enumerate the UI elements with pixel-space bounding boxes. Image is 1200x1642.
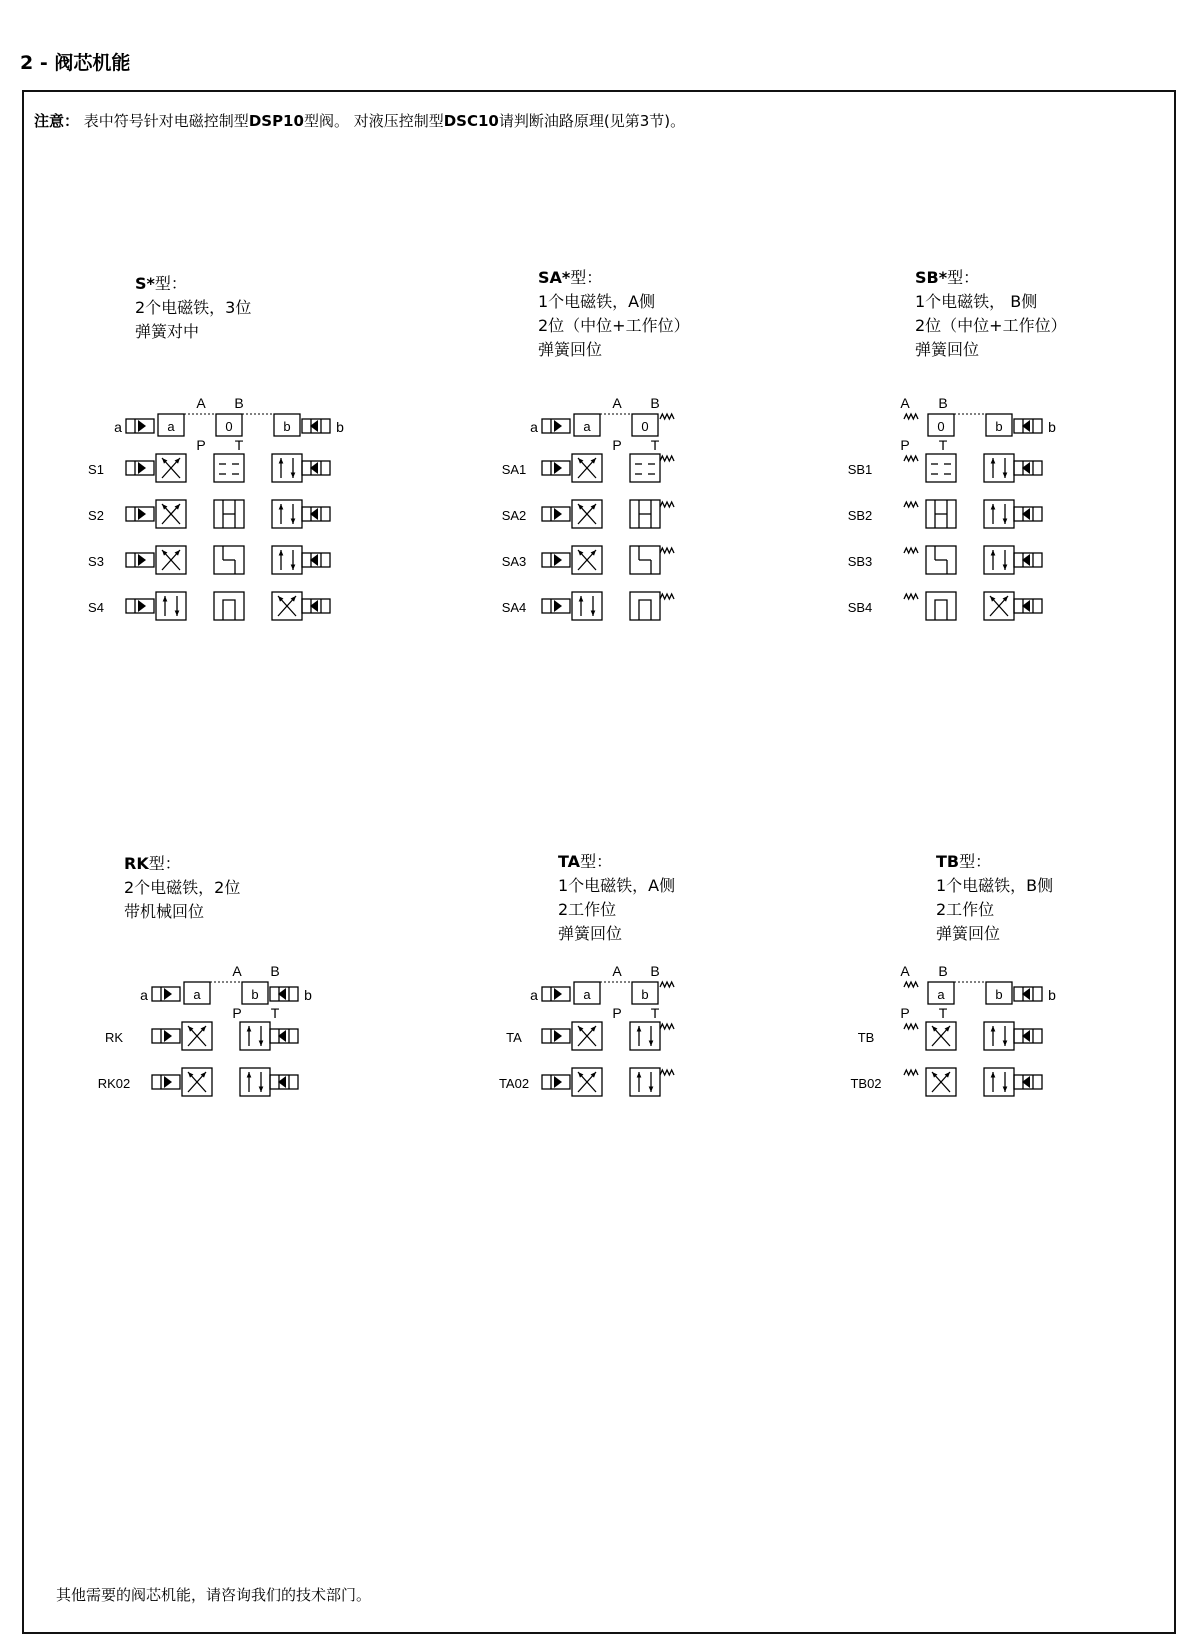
position-label-1: b bbox=[251, 987, 259, 1002]
solenoid-b-label: b bbox=[1048, 419, 1056, 435]
port-B-label: B bbox=[938, 963, 948, 979]
row-spring bbox=[904, 1024, 918, 1029]
group-suffix: 型： bbox=[570, 268, 603, 287]
group-label-sa bbox=[538, 266, 690, 362]
port-T-label: T bbox=[938, 1005, 948, 1021]
row-spring bbox=[904, 456, 918, 461]
solenoid-a-label: a bbox=[114, 419, 122, 435]
row-cell bbox=[984, 1068, 1014, 1096]
row-cell-flow-head bbox=[1003, 1086, 1008, 1092]
row-cell bbox=[630, 1022, 660, 1050]
group-line: 弹簧回位 bbox=[558, 924, 623, 943]
group-line: 2个电磁铁，3位 bbox=[135, 298, 252, 317]
group-suffix: 型： bbox=[947, 268, 980, 287]
port-B-label: B bbox=[650, 963, 660, 979]
valve-diagram-sb bbox=[847, 395, 1110, 668]
row-label-SB4: SB4 bbox=[847, 600, 873, 615]
note-prefix: 注意： bbox=[34, 112, 80, 130]
group-label-sb bbox=[915, 266, 1067, 362]
row-solenoid-arrow bbox=[554, 462, 562, 474]
row-label-SB1: SB1 bbox=[847, 462, 873, 477]
row-spring bbox=[904, 548, 918, 553]
row-label-S2: S2 bbox=[88, 508, 104, 523]
port-B-label: B bbox=[234, 395, 244, 411]
row-cell-flow bbox=[639, 600, 651, 620]
group-line: 2位（中位+工作位） bbox=[915, 316, 1067, 335]
port-B-label: B bbox=[650, 395, 660, 411]
group-line: 弹簧对中 bbox=[135, 322, 200, 341]
group-line: 2个电磁铁，2位 bbox=[124, 878, 241, 897]
row-cell bbox=[630, 454, 660, 482]
row-cell-flow bbox=[935, 600, 947, 620]
port-T-label: T bbox=[270, 1005, 280, 1021]
row-spring bbox=[904, 594, 918, 599]
row-cell bbox=[926, 592, 956, 620]
solenoid-b-label: b bbox=[336, 419, 344, 435]
row-cell-flow-head bbox=[637, 1072, 642, 1078]
row-cell bbox=[630, 1068, 660, 1096]
row-cell bbox=[984, 500, 1014, 528]
group-suffix: 型： bbox=[959, 852, 992, 871]
row-cell-flow-head bbox=[163, 596, 168, 602]
row-spring bbox=[660, 548, 674, 553]
port-A-label: A bbox=[900, 963, 910, 979]
row-spring bbox=[904, 502, 918, 507]
group-line: 2工作位 bbox=[558, 900, 617, 919]
row-label-SA3: SA3 bbox=[501, 554, 527, 569]
port-A-label: A bbox=[900, 395, 910, 411]
row-label-RK02: RK02 bbox=[97, 1076, 131, 1091]
note-text-3: 请判断油路原理(见第3节)。 bbox=[498, 112, 686, 130]
group-suffix: 型： bbox=[148, 854, 181, 873]
group-line: 带机械回位 bbox=[124, 902, 205, 921]
port-P-label: P bbox=[900, 437, 910, 453]
row-label-SB2: SB2 bbox=[847, 508, 873, 523]
port-A-label: A bbox=[612, 395, 622, 411]
row-cell-flow-head bbox=[1003, 472, 1008, 478]
row-cell-flow-head bbox=[991, 504, 996, 510]
port-T-label: T bbox=[234, 437, 244, 453]
port-A-label: A bbox=[232, 963, 242, 979]
row-cell bbox=[240, 1022, 270, 1050]
row-label-SA1: SA1 bbox=[501, 462, 527, 477]
note-text-2: 型阀。 对液压控制型 bbox=[303, 112, 444, 130]
row-cell-flow-head bbox=[991, 1026, 996, 1032]
valve-diagram-ta bbox=[498, 963, 740, 1136]
row-cell-flow-head bbox=[649, 1086, 654, 1092]
row-label-S4: S4 bbox=[88, 600, 104, 615]
port-T-label: T bbox=[938, 437, 948, 453]
row-spring bbox=[660, 1024, 674, 1029]
row-solenoid-arrow bbox=[554, 1030, 562, 1042]
row-solenoid-arrow bbox=[138, 462, 146, 474]
row-solenoid-arrow bbox=[554, 1076, 562, 1088]
row-cell-flow-head bbox=[291, 472, 296, 478]
solenoid-a-label: a bbox=[140, 987, 148, 1003]
port-T-label: T bbox=[650, 1005, 660, 1021]
row-cell bbox=[214, 592, 244, 620]
port-P-label: P bbox=[196, 437, 206, 453]
position-label-1: b bbox=[995, 419, 1003, 434]
position-label-1: b bbox=[641, 987, 649, 1002]
row-cell-flow-head bbox=[247, 1072, 252, 1078]
row-cell-flow-head bbox=[1003, 518, 1008, 524]
footer-note: 其他需要的阀芯机能，请咨询我们的技术部门。 bbox=[56, 1586, 372, 1604]
row-cell-flow-head bbox=[649, 1040, 654, 1046]
row-cell-flow-head bbox=[991, 458, 996, 464]
position-label-1: 0 bbox=[641, 419, 649, 434]
group-line: 2位（中位+工作位） bbox=[538, 316, 690, 335]
row-spring bbox=[904, 1070, 918, 1075]
port-P-label: P bbox=[900, 1005, 910, 1021]
group-head: RK bbox=[124, 854, 149, 873]
row-cell-flow-head bbox=[637, 1026, 642, 1032]
row-cell bbox=[272, 454, 302, 482]
row-label-SB3: SB3 bbox=[847, 554, 873, 569]
solenoid-a-label: a bbox=[530, 987, 538, 1003]
row-label-TB02: TB02 bbox=[850, 1076, 882, 1091]
port-P-label: P bbox=[232, 1005, 242, 1021]
position-label-0: 0 bbox=[937, 419, 945, 434]
row-spring bbox=[660, 502, 674, 507]
row-cell-flow-head bbox=[259, 1040, 264, 1046]
spring-left bbox=[904, 982, 918, 987]
row-label-TA: TA bbox=[506, 1030, 522, 1045]
spring-left bbox=[904, 414, 918, 419]
position-label-0: a bbox=[937, 987, 945, 1002]
group-head: S* bbox=[135, 274, 155, 293]
position-label-0: a bbox=[583, 987, 591, 1002]
group-label-rk bbox=[124, 852, 240, 924]
group-line: 1个电磁铁， B侧 bbox=[915, 292, 1038, 311]
row-label-SA2: SA2 bbox=[501, 508, 527, 523]
row-cell bbox=[272, 546, 302, 574]
row-cell-flow-head bbox=[1003, 564, 1008, 570]
row-cell-flow-head bbox=[579, 596, 584, 602]
position-label-0: a bbox=[167, 419, 175, 434]
valve-diagram-s bbox=[88, 395, 360, 668]
solenoid-b-label: b bbox=[1048, 987, 1056, 1003]
group-suffix: 型： bbox=[154, 274, 187, 293]
row-cell bbox=[240, 1068, 270, 1096]
group-line: 弹簧回位 bbox=[538, 340, 603, 359]
group-head: TA bbox=[558, 852, 581, 871]
group-line: 弹簧回位 bbox=[915, 340, 980, 359]
row-cell-flow-head bbox=[259, 1086, 264, 1092]
position-label-1: b bbox=[995, 987, 1003, 1002]
port-A-label: A bbox=[196, 395, 206, 411]
row-label-S1: S1 bbox=[88, 462, 104, 477]
row-solenoid-arrow bbox=[554, 554, 562, 566]
group-line: 1个电磁铁，B侧 bbox=[936, 876, 1054, 895]
row-cell-flow-head bbox=[1003, 1040, 1008, 1046]
group-head: SB* bbox=[915, 268, 948, 287]
valve-diagram-rk bbox=[97, 963, 340, 1136]
row-label-TB: TB bbox=[857, 1030, 875, 1045]
port-B-label: B bbox=[270, 963, 280, 979]
row-label-TA02: TA02 bbox=[498, 1076, 530, 1091]
row-label-RK: RK bbox=[104, 1030, 124, 1045]
row-cell bbox=[156, 592, 186, 620]
solenoid-b-label: b bbox=[304, 987, 312, 1003]
row-cell-flow-head bbox=[991, 1072, 996, 1078]
position-label-2: b bbox=[283, 419, 291, 434]
group-label-ta bbox=[558, 850, 675, 946]
port-T-label: T bbox=[650, 437, 660, 453]
row-spring bbox=[660, 456, 674, 461]
group-line: 1个电磁铁，A侧 bbox=[538, 292, 656, 311]
solenoid-a-arrow bbox=[138, 420, 146, 432]
note bbox=[34, 110, 685, 131]
note-model-dsp10: DSP10 bbox=[248, 112, 304, 130]
row-solenoid-arrow bbox=[554, 600, 562, 612]
group-line: 2工作位 bbox=[936, 900, 995, 919]
row-spring bbox=[660, 594, 674, 599]
row-cell-flow-head bbox=[279, 550, 284, 556]
group-line: 1个电磁铁，A侧 bbox=[558, 876, 676, 895]
group-label-tb bbox=[936, 850, 1053, 946]
row-cell bbox=[984, 1022, 1014, 1050]
port-P-label: P bbox=[612, 1005, 622, 1021]
position-label-1: 0 bbox=[225, 419, 233, 434]
spring-right bbox=[660, 982, 674, 987]
row-cell-flow bbox=[223, 600, 235, 620]
note-model-dsc10: DSC10 bbox=[443, 112, 499, 130]
row-label-S3: S3 bbox=[88, 554, 104, 569]
row-cell bbox=[572, 592, 602, 620]
group-line: 弹簧回位 bbox=[936, 924, 1001, 943]
port-P-label: P bbox=[612, 437, 622, 453]
row-cell-flow-head bbox=[291, 518, 296, 524]
row-cell-flow-head bbox=[175, 610, 180, 616]
solenoid-a-label: a bbox=[530, 419, 538, 435]
row-cell bbox=[214, 454, 244, 482]
row-cell-flow-head bbox=[247, 1026, 252, 1032]
row-cell bbox=[272, 500, 302, 528]
row-solenoid-arrow bbox=[138, 600, 146, 612]
solenoid-a-arrow bbox=[554, 420, 562, 432]
group-head: TB bbox=[936, 852, 960, 871]
port-A-label: A bbox=[612, 963, 622, 979]
row-solenoid-arrow bbox=[164, 1030, 172, 1042]
row-spring bbox=[660, 1070, 674, 1075]
row-cell bbox=[984, 546, 1014, 574]
valve-diagram-tb bbox=[850, 963, 1110, 1136]
group-label-s bbox=[135, 272, 251, 344]
group-suffix: 型： bbox=[580, 852, 613, 871]
note-text-1: 表中符号针对电磁控制型 bbox=[83, 112, 249, 130]
row-cell bbox=[630, 592, 660, 620]
row-cell-flow-head bbox=[279, 458, 284, 464]
group-head: SA* bbox=[538, 268, 571, 287]
position-label-0: a bbox=[193, 987, 201, 1002]
row-solenoid-arrow bbox=[138, 554, 146, 566]
row-cell bbox=[984, 454, 1014, 482]
position-label-0: a bbox=[583, 419, 591, 434]
solenoid-a-arrow bbox=[164, 988, 172, 1000]
row-solenoid-arrow bbox=[554, 508, 562, 520]
solenoid-a-arrow bbox=[554, 988, 562, 1000]
row-cell-flow-head bbox=[991, 550, 996, 556]
row-solenoid-arrow bbox=[138, 508, 146, 520]
valve-diagram-sa bbox=[501, 395, 740, 668]
row-solenoid-arrow bbox=[164, 1076, 172, 1088]
port-B-label: B bbox=[938, 395, 948, 411]
row-label-SA4: SA4 bbox=[501, 600, 527, 615]
section-title: 2 - 阀芯机能 bbox=[20, 52, 131, 74]
row-cell-flow-head bbox=[279, 504, 284, 510]
row-cell-flow-head bbox=[591, 610, 596, 616]
row-cell bbox=[926, 454, 956, 482]
spring-right bbox=[660, 414, 674, 419]
row-cell-flow-head bbox=[291, 564, 296, 570]
